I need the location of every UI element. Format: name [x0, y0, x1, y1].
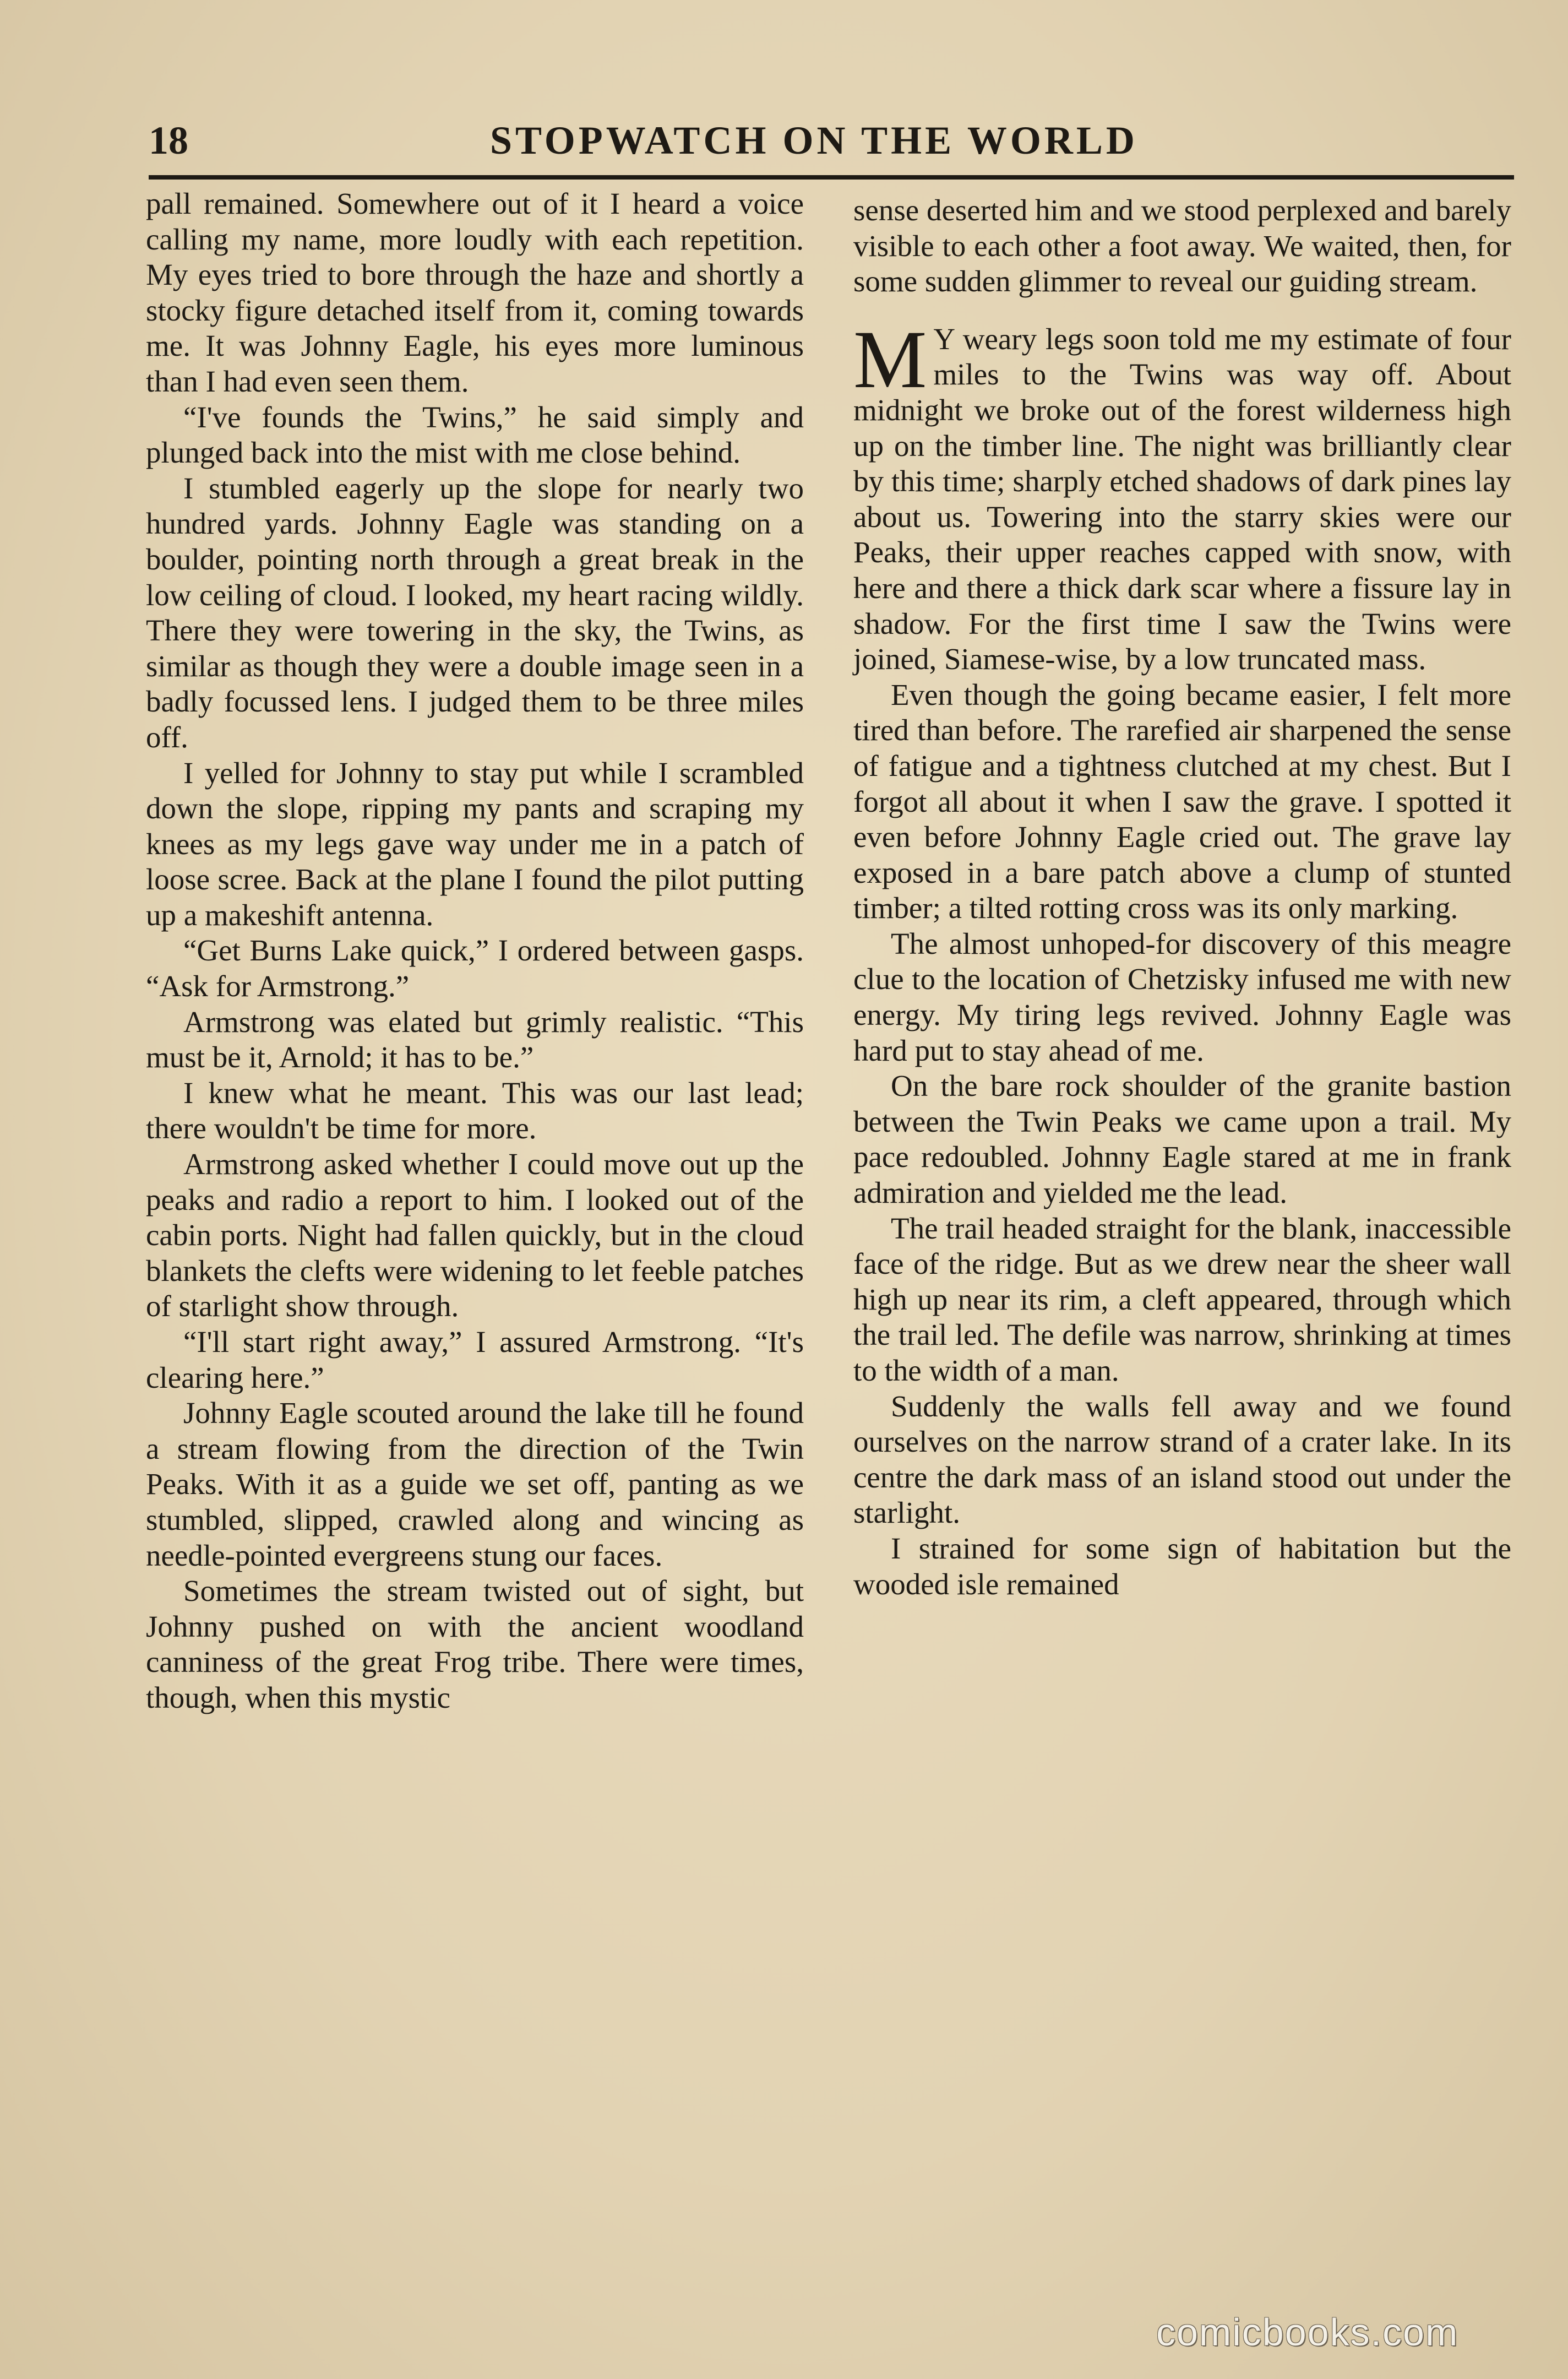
running-title: STOPWATCH ON THE WORLD: [490, 118, 1138, 162]
header-rule: [149, 175, 1514, 180]
paragraph: Suddenly the walls fell away and we found ourselves on the narrow strand of a crater lake. In its centre the dark mass of an island stood out under the starlight.: [853, 1389, 1511, 1530]
site-watermark: comicbooks.com: [1156, 2311, 1459, 2354]
paragraph: The almost unhoped-for discovery of this meagre clue to the location of Chetzisky infused me with new energy. My tiring legs revived. Johnny Eagle was hard put to stay ahead of me.: [853, 926, 1511, 1067]
page-number: 18: [149, 118, 188, 162]
paragraph: I knew what he meant. This was our last lead; there wouldn't be time for more.: [146, 1076, 804, 1145]
left-column: [146, 186, 804, 2317]
page-header: [149, 118, 1514, 168]
paragraph: Even though the going became easier, I felt more tired than before. The rarefied air sharpened the sense of fatigue and a tightness clutched at my chest. But I forgot all about it when I saw the grave. I spotted it even before Johnny Eagle cried out. The grave lay exposed in a bare patch above a clump of stunted timber; a tilted rotting cross was its only marking.: [853, 677, 1511, 925]
paragraph: Sometimes the stream twisted out of sight, but Johnny pushed on with the ancient woodland canniness of the great Frog tribe. There were times, though, when this mystic: [146, 1574, 804, 1714]
drop-cap: M: [853, 313, 927, 405]
paragraph: The trail headed straight for the blank, inaccessible face of the ridge. But as we drew near the sheer wall high up near its rim, a cleft appeared, through which the trail led. The defile was narrow, shrinking at times to the width of a man.: [853, 1211, 1511, 1387]
paragraph: Johnny Eagle scouted around the lake till he found a stream flowing from the direction of the Twin Peaks. With it as a guide we set off, panting as we stumbled, slipped, crawled along and wincing as needle-pointed evergreens stung our faces.: [146, 1396, 804, 1572]
paragraph: On the bare rock shoulder of the granite bastion between the Twin Peaks we came upon a trail. My pace redoubled. Johnny Eagle stared at me in frank admiration and yielded me the lead.: [853, 1069, 1511, 1210]
section-opening-paragraph: [853, 313, 1511, 677]
paragraph: “I'll start right away,” I assured Armstrong. “It's clearing here.”: [146, 1325, 804, 1394]
paragraph: I yelled for Johnny to stay put while I scrambled down the slope, ripping my pants and scraping my knees as my legs gave way under me in a patch of loose scree. Back at the plane I found the pilot putting up a makeshift antenna.: [146, 756, 804, 932]
paragraph: I strained for some sign of habitation but the wooded isle remained: [853, 1531, 1511, 1601]
right-column: [853, 193, 1511, 2324]
paragraph: Armstrong was elated but grimly realistic. “This must be it, Arnold; it has to be.”: [146, 1004, 804, 1074]
paragraph: pall remained. Somewhere out of it I heard a voice calling my name, more loudly with each repetition. My eyes tried to bore through the haze and shortly a stocky figure detached itself from it, coming towards me. It was Johnny Eagle, his eyes more luminous than I had even seen them.: [146, 187, 804, 398]
paragraph: Armstrong asked whether I could move out up the peaks and radio a report to him. I looked out of the cabin ports. Night had fallen quickly, but in the cloud blankets the clefts were widening to let feeble patches of starlight show through.: [146, 1147, 804, 1323]
paragraph: “Get Burns Lake quick,” I ordered between gasps. “Ask for Armstrong.”: [146, 933, 804, 1003]
paragraph: I stumbled eagerly up the slope for nearly two hundred yards. Johnny Eagle was standing on a boulder, pointing north through a great break in the low ceiling of cloud. I looked, my heart racing wildly. There they were towering in the sky, the Twins, as similar as though they were a double image seen in a badly focussed lens. I judged them to be three miles off.: [146, 471, 804, 754]
paragraph: sense deserted him and we stood perplexed and barely visible to each other a foot away. We waited, then, for some sudden glimmer to reveal our guiding stream.: [853, 193, 1511, 298]
section-opening-text: Y weary legs soon told me my estimate of four miles to the Twins was way off. About midnight we broke out of the forest wilderness high up on the timber line. The night was brilliantly clear by this time; sharply etched shadows of dark pines lay about us. Towering into the starry skies were our Peaks, their upper reaches capped with snow, with here and there a thick dark scar where a fissure lay in shadow. For the first time I saw the Twins were joined, Siamese-wise, by a low truncated mass.: [853, 322, 1511, 676]
paragraph: “I've founds the Twins,” he said simply and plunged back into the mist with me close behind.: [146, 400, 804, 470]
